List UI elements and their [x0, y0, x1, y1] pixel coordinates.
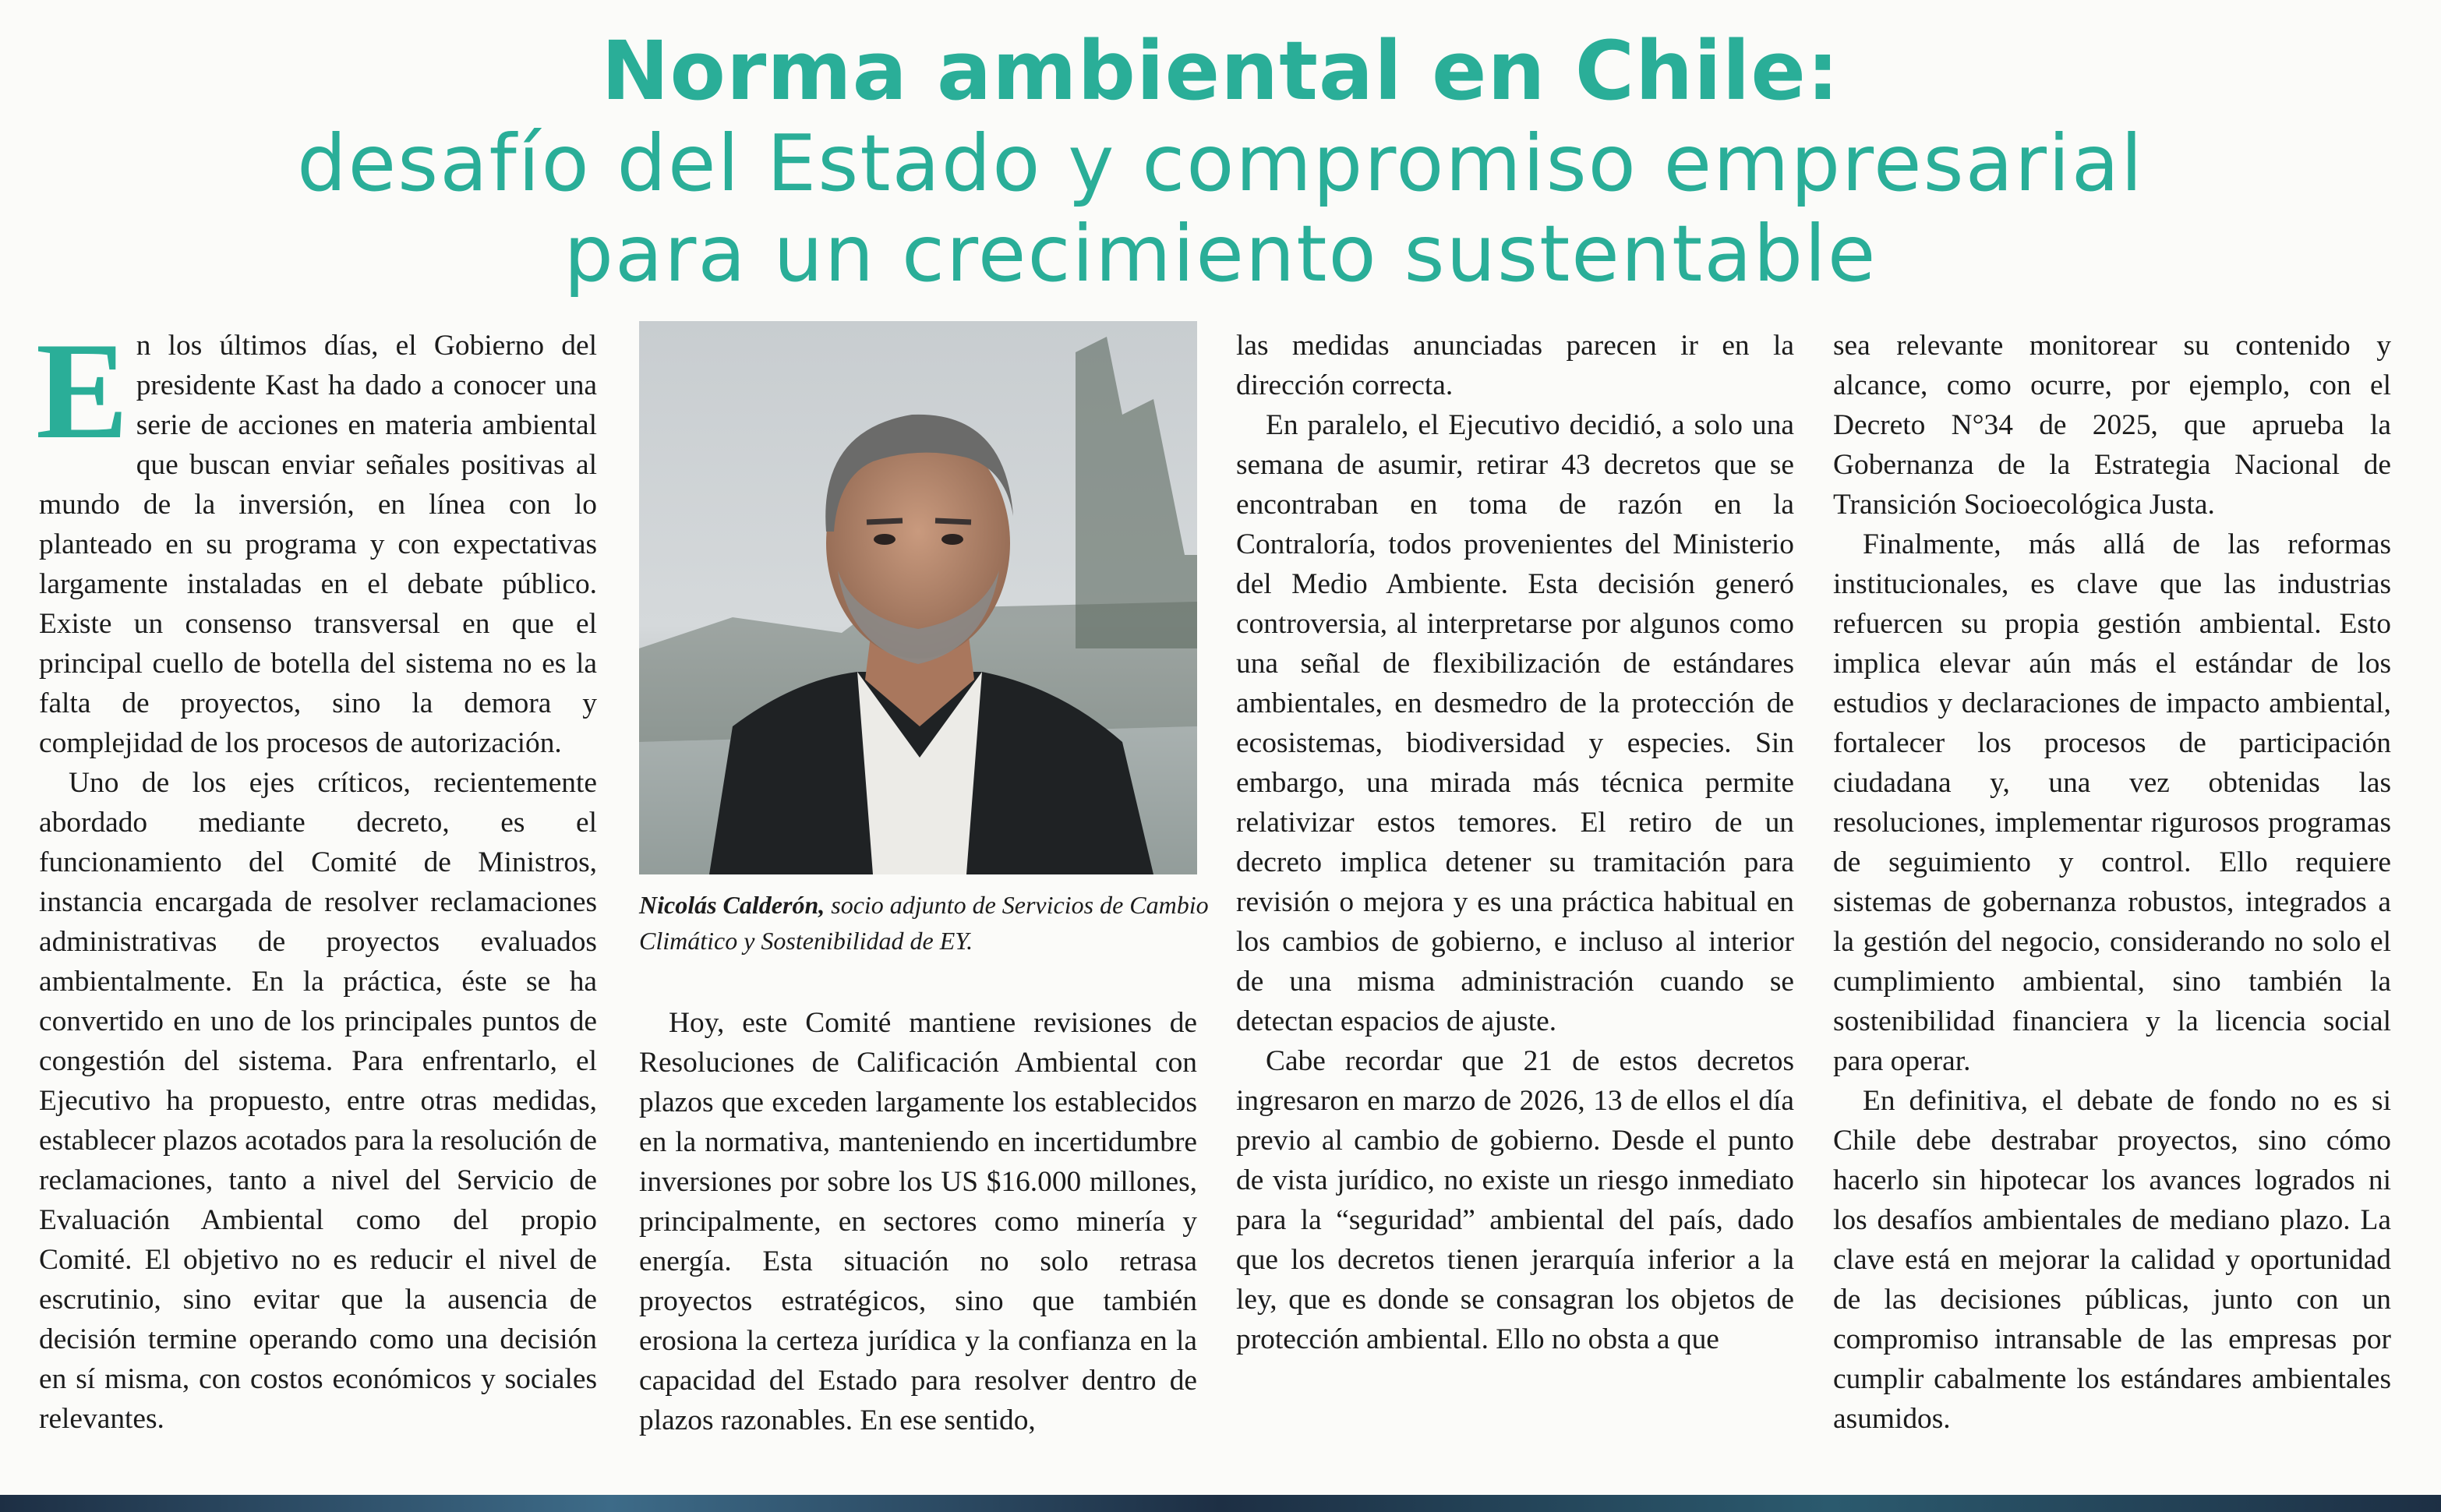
paragraph: Finalmente, más allá de las reformas institucionales, es clave que las industrias refuercen su propia gestión ambiental. Esto implica elevar aún más el estándar de los estudios y declaraciones de impacto ambiental, fortalecer los procesos de participación ciudadana y, una vez obtenidas las resoluciones, implementar rigurosos programas de seguimiento y control. Ello requiere sistemas de gobernanza robustos, integrados a la gestión del negocio, considerando no solo el cumplimiento ambiental, sino también la sostenibilidad financiera y la licencia social para operar. — [1833, 528, 2391, 1077]
paragraph: Uno de los ejes críticos, recientemente abordado mediante decreto, es el funcionamiento del Comité de Ministros, instancia encargada de resolver reclamaciones administrativas de proyectos evaluados ambientalmente. En la práctica, éste se ha convertido en uno de los principales puntos de congestión del sistema. Para enfrentarlo, el Ejecutivo ha propuesto, entre otras medidas, establecer plazos acotados para la resolución de reclamaciones, tanto a nivel del Servicio de Evaluación Ambiental como del propio Comité. El objetivo no es reducir el nivel de escrutinio, sino evitar que la ausencia de decisión termine operando como una decisión en sí misma, con costos económicos y sociales relevantes. — [39, 767, 597, 1435]
bottom-decorative-bar — [0, 1495, 2441, 1512]
portrait-image — [639, 321, 1197, 874]
paragraph: las medidas anunciadas parecen ir en la dirección correcta. — [1236, 330, 1794, 401]
headline-line-2: desafío del Estado y compromiso empresarial — [297, 118, 2144, 209]
photo-caption — [639, 887, 1216, 959]
caption-role: socio adjunto de Servicios de Cambio Climático y Sostenibilidad de EY. — [639, 891, 1209, 955]
paragraph — [36, 313, 597, 763]
paragraph: sea relevante monitorear su contenido y alcance, como ocurre, por ejemplo, con el Decreto N°34 de 2025, que aprueba la Gobernanza de la Estrategia Nacional de Transición Socioecológica Justa. — [1833, 330, 2391, 521]
article-headline — [0, 23, 2441, 299]
paragraph: Cabe recordar que 21 de estos decretos ingresaron en marzo de 2026, 13 de ellos el día previo al cambio de gobierno. Desde el punto de vista jurídico, no existe un riesgo inmediato para la “seguridad” ambiental del país, dado que los decretos tienen jerarquía inferior a la ley, que es donde se consagran los objetos de protección ambiental. Ello no obsta a que — [1236, 1045, 1794, 1355]
author-photo — [639, 321, 1197, 874]
paragraph: En definitiva, el debate de fondo no es si Chile debe destrabar proyectos, sino cómo hacerlo sin hipotecar los avances logrados ni los desafíos ambientales de mediano plazo. La clave está en mejorar la calidad y oportunidad de las decisiones públicas, junto con un compromiso intransable de las empresas por cumplir cabalmente los estándares ambientales asumidos. — [1833, 1085, 2391, 1435]
headline-line-1: Norma ambiental en Chile: — [601, 23, 1840, 118]
headline-line-3: para un crecimiento sustentable — [563, 208, 1878, 299]
drop-cap: E — [36, 313, 129, 468]
article-column-4 — [1833, 326, 2391, 1439]
paragraph: Hoy, este Comité mantiene revisiones de Resoluciones de Calificación Ambiental con plazos que exceden largamente los establecidos en la normativa, manteniendo en incertidumbre inversiones por sobre los US $16.000 millones, principalmente, en sectores como minería y energía. Esta situación no solo retrasa proyectos estratégicos, sino que también erosiona la certeza jurídica y la confianza en la capacidad del Estado para resolver dentro de plazos razonables. En ese sentido, — [639, 1007, 1197, 1436]
article-column-2 — [639, 1003, 1197, 1440]
paragraph-text: n los últimos días, el Gobierno del presidente Kast ha dado a conocer una serie de acciones en materia ambiental que buscan enviar señales positivas al mundo de la inversión, en línea con lo planteado en su programa y con expectativas largamente instaladas en el debate público. Existe un consenso transversal en que el principal cuello de botella del sistema no es la falta de proyectos, sino la demora y complejidad de los procesos de autorización. — [39, 330, 597, 759]
article-column-1 — [36, 313, 597, 1439]
article-column-3 — [1236, 326, 1794, 1359]
paragraph: En paralelo, el Ejecutivo decidió, a solo una semana de asumir, retirar 43 decretos que se encontraban en toma de razón en la Contraloría, todos provenientes del Ministerio del Medio Ambiente. Esta decisión generó controversia, al interpretarse por algunos como una señal de flexibilización de estándares ambientales, en desmedro de la protección de ecosistemas, biodiversidad y especies. Sin embargo, una mirada más técnica permite relativizar estos temores. El retiro de un decreto implica detener su tramitación para revisión o mejora y es una práctica habitual en los cambios de gobierno, e incluso al interior de una misma administración cuando se detectan espacios de ajuste. — [1236, 409, 1794, 1037]
caption-name: Nicolás Calderón, — [639, 891, 825, 919]
